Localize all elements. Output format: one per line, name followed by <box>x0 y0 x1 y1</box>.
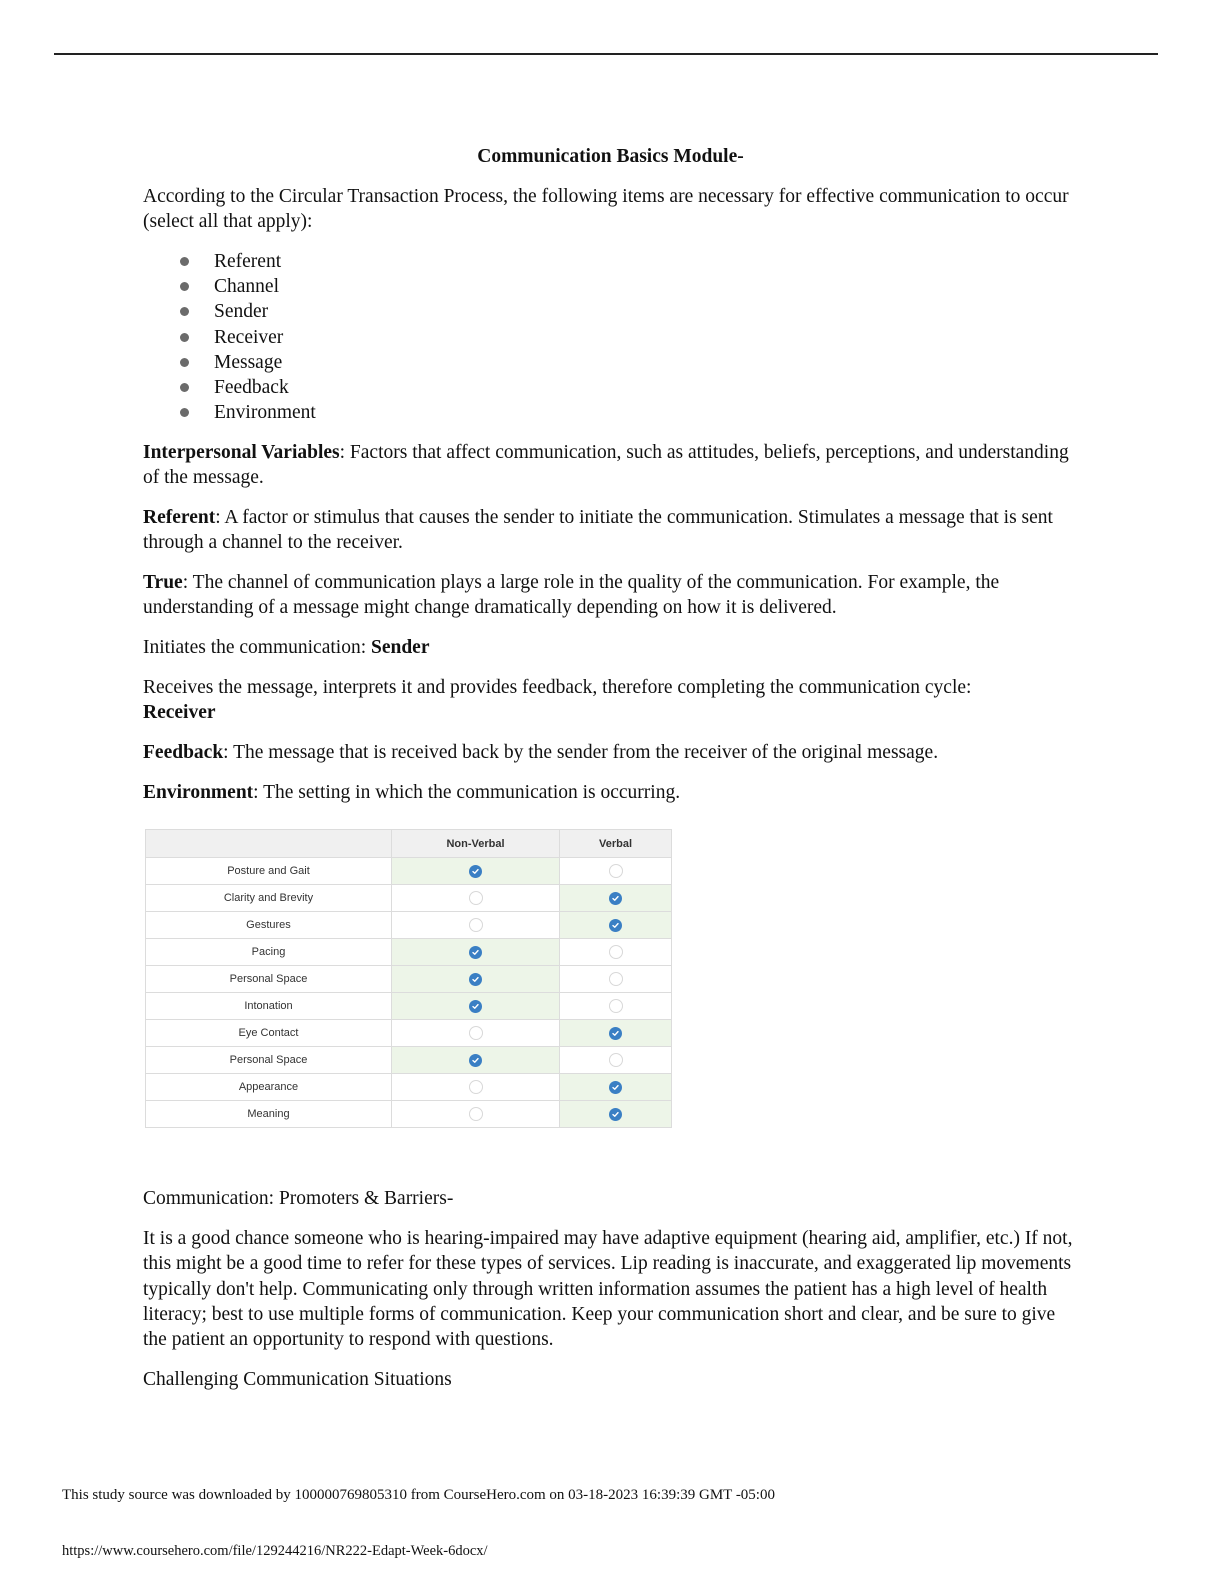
checked-radio-icon[interactable] <box>469 973 482 986</box>
definition-referent: Referent: A factor or stimulus that causes the sender to initiate the communication. Stimulates a message that is sent through a channel to the receiver. <box>143 507 1053 554</box>
definition-feedback: Feedback: The message that is received back by the sender from the receiver of the original message. <box>143 742 939 764</box>
document-body <box>143 142 1078 820</box>
page-title: Communication Basics Module- <box>477 146 744 167</box>
source-url-link[interactable]: https://www.coursehero.com/file/129244216/NR222-Edapt-Week-6docx/ <box>62 1543 488 1559</box>
header-non-verbal: Non-Verbal <box>392 830 560 858</box>
empty-radio-icon[interactable] <box>469 1080 483 1094</box>
row-label: Clarity and Brevity <box>146 885 392 912</box>
empty-radio-icon[interactable] <box>609 864 623 878</box>
checked-radio-icon[interactable] <box>609 1081 622 1094</box>
checked-radio-icon[interactable] <box>469 1000 482 1013</box>
table-row <box>146 966 672 993</box>
row-label: Intonation <box>146 993 392 1020</box>
next-section-heading: Challenging Communication Situations <box>143 1369 452 1391</box>
empty-radio-icon[interactable] <box>609 945 623 959</box>
selected-cell <box>392 1047 560 1074</box>
selected-cell <box>560 1074 672 1101</box>
section-paragraph: It is a good chance someone who is hearing-impaired may have adaptive equipment (hearing aid, amplifier, etc.) If not, this might be a good time to refer for these types of services. Lip reading is inaccurate, and exaggerated lip movements typically don't help. Communicating only through written information assumes the patient has a high level of health literacy; best to use multiple forms of communication. Keep your communication short and clear, and be sure to give the patient an opportunity to respond with questions. <box>143 1228 1073 1351</box>
bullet-icon <box>180 408 189 417</box>
table-row <box>146 1074 672 1101</box>
checked-radio-icon[interactable] <box>609 919 622 932</box>
unselected-cell <box>392 1101 560 1128</box>
bullet-icon <box>180 307 189 316</box>
empty-radio-icon[interactable] <box>609 999 623 1013</box>
list-item: Sender <box>143 299 1078 324</box>
header-verbal: Verbal <box>560 830 672 858</box>
verbal-nonverbal-table <box>145 829 672 1128</box>
unselected-cell <box>560 966 672 993</box>
bullet-icon <box>180 257 189 266</box>
table-row <box>146 858 672 885</box>
components-list <box>143 249 1078 425</box>
row-label: Gestures <box>146 912 392 939</box>
bullet-icon <box>180 282 189 291</box>
selected-cell <box>560 912 672 939</box>
row-label: Personal Space <box>146 1047 392 1074</box>
definition-interpersonal-variables: Interpersonal Variables: Factors that affect communication, such as attitudes, beliefs, perceptions, and understanding of the message. <box>143 442 1069 489</box>
checked-radio-icon[interactable] <box>469 865 482 878</box>
bullet-icon <box>180 358 189 367</box>
bullet-icon <box>180 383 189 392</box>
empty-radio-icon[interactable] <box>469 918 483 932</box>
list-item: Receiver <box>143 325 1078 350</box>
table-row <box>146 1101 672 1128</box>
promoters-barriers-section <box>143 1186 1078 1407</box>
table-header-row <box>146 830 672 858</box>
empty-radio-icon[interactable] <box>469 1107 483 1121</box>
table-row <box>146 1047 672 1074</box>
unselected-cell <box>560 939 672 966</box>
sender-line: Initiates the communication: Sender <box>143 637 430 659</box>
table-row <box>146 993 672 1020</box>
bullet-icon <box>180 333 189 342</box>
top-rule-divider <box>54 53 1158 55</box>
intro-paragraph: According to the Circular Transaction Process, the following items are necessary for effective communication to occur (select all that apply): <box>143 186 1069 232</box>
header-blank <box>146 830 392 858</box>
selected-cell <box>560 885 672 912</box>
list-item: Referent <box>143 249 1078 274</box>
empty-radio-icon[interactable] <box>609 972 623 986</box>
table-body <box>146 858 672 1128</box>
selected-cell <box>392 858 560 885</box>
table-row <box>146 885 672 912</box>
definition-environment: Environment: The setting in which the communication is occurring. <box>143 782 681 804</box>
selected-cell <box>560 1020 672 1047</box>
checked-radio-icon[interactable] <box>469 1054 482 1067</box>
selected-cell <box>392 993 560 1020</box>
empty-radio-icon[interactable] <box>609 1053 623 1067</box>
section-heading: Communication: Promoters & Barriers- <box>143 1188 454 1209</box>
row-label: Personal Space <box>146 966 392 993</box>
unselected-cell <box>392 885 560 912</box>
unselected-cell <box>560 1047 672 1074</box>
receiver-line: Receives the message, interprets it and provides feedback, therefore completing the communication cycle: Receiver <box>143 677 972 724</box>
row-label: Eye Contact <box>146 1020 392 1047</box>
row-label: Pacing <box>146 939 392 966</box>
row-label: Appearance <box>146 1074 392 1101</box>
selected-cell <box>560 1101 672 1128</box>
checked-radio-icon[interactable] <box>609 1027 622 1040</box>
checked-radio-icon[interactable] <box>609 1108 622 1121</box>
unselected-cell <box>392 1020 560 1047</box>
definition-true: True: The channel of communication plays a large role in the quality of the communication. For example, the understanding of a message might change dramatically depending on how it is delivered. <box>143 572 1000 619</box>
list-item: Channel <box>143 274 1078 299</box>
list-item: Feedback <box>143 375 1078 400</box>
selected-cell <box>392 939 560 966</box>
empty-radio-icon[interactable] <box>469 1026 483 1040</box>
unselected-cell <box>560 858 672 885</box>
download-notice: This study source was downloaded by 100000769805310 from CourseHero.com on 03-18-2023 16:39:39 GMT -05:00 <box>62 1487 775 1503</box>
list-item: Message <box>143 350 1078 375</box>
list-item: Environment <box>143 400 1078 425</box>
unselected-cell <box>392 912 560 939</box>
table-row <box>146 939 672 966</box>
table-row <box>146 912 672 939</box>
unselected-cell <box>560 993 672 1020</box>
checked-radio-icon[interactable] <box>609 892 622 905</box>
unselected-cell <box>392 1074 560 1101</box>
row-label: Meaning <box>146 1101 392 1128</box>
empty-radio-icon[interactable] <box>469 891 483 905</box>
row-label: Posture and Gait <box>146 858 392 885</box>
table-row <box>146 1020 672 1047</box>
selected-cell <box>392 966 560 993</box>
checked-radio-icon[interactable] <box>469 946 482 959</box>
